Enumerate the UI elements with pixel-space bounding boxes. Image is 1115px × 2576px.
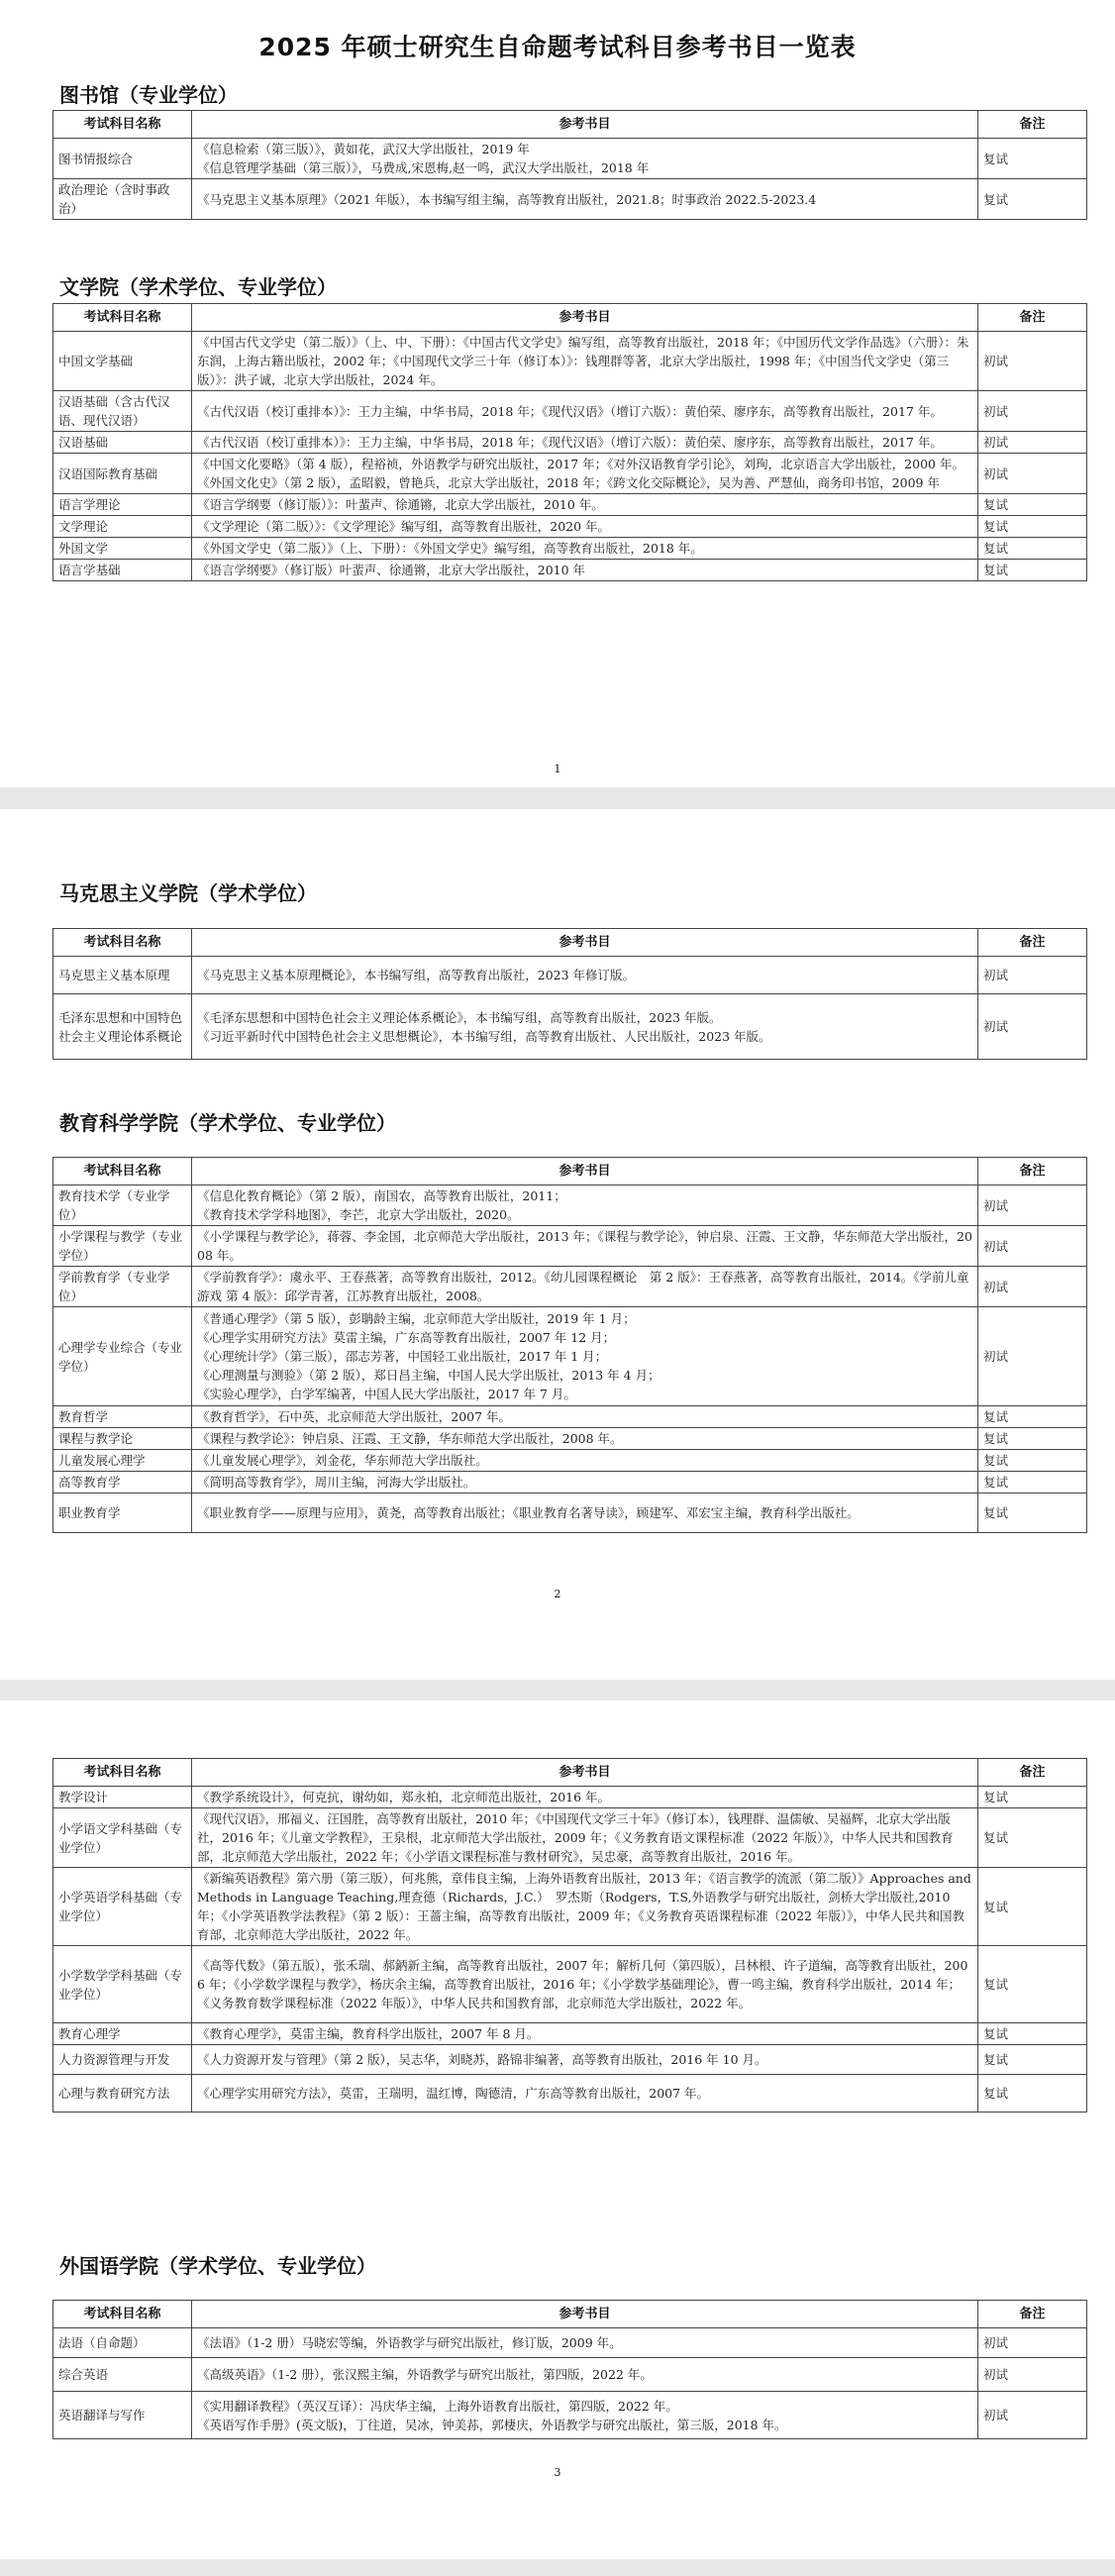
reference-book: 《中国古代文学史（第二版）》（上、中、下册）：《中国古代文学史》编写组，高等教育出版社，2018 年；《中国历代文学作品选》（六册）：朱东润，上海古籍出版社，2002 年；《中国现代文学三十年（修订本）》：钱理群等著，北京大学出版社，1998 年；《中国当代文学史（第三版）》：洪子诚，北京大学出版社，2024 年。: [197, 335, 969, 387]
remark-cell: 初试: [978, 957, 1087, 994]
course-name-cell: 政治理论（含时事政治）: [53, 179, 192, 220]
remark-cell: 初试: [978, 2392, 1087, 2439]
reference-book: 《心理学实用研究方法》，莫雷，王瑞明，温红博，陶德清，广东高等教育出版社，2007 年。: [197, 2086, 710, 2101]
table-row: [53, 332, 1087, 391]
library-table: [52, 110, 1087, 220]
course-name-cell: 文学理论: [53, 516, 192, 538]
reference-book: 《古代汉语（校订重排本）》：王力主编，中华书局，2018 年；《现代汉语》（增订六版）：黄伯荣、廖序东，高等教育出版社，2017 年。: [197, 435, 943, 450]
reference-book: 《简明高等教育学》，周川主编，河海大学出版社。: [197, 1475, 476, 1490]
header-course-name: 考试科目名称: [53, 304, 192, 332]
remark-cell: 初试: [978, 1185, 1087, 1226]
reference-books-cell: [192, 332, 978, 391]
reference-book: 《习近平新时代中国特色社会主义思想概论》，本书编写组，高等教育出版社、人民出版社，2023 年版。: [197, 1028, 771, 1044]
table-row: [53, 1494, 1087, 1533]
course-name-cell: 教育心理学: [53, 2023, 192, 2045]
reference-book: 《学前教育学》：虞永平、王春燕著，高等教育出版社，2012。《幼儿园课程概论 第 2 版》：王春燕著，高等教育出版社，2014。《学前儿童游戏 第 4 版》：邱学青著，江苏教育出版社，2008。: [197, 1270, 969, 1303]
remark-cell: 初试: [978, 994, 1087, 1060]
table-header-row: [53, 304, 1087, 332]
header-remark: 备注: [978, 2301, 1087, 2328]
reference-books-cell: [192, 139, 978, 179]
table-row: [53, 2358, 1087, 2392]
liberal-arts-table: [52, 303, 1087, 581]
remark-cell: 复试: [978, 1946, 1087, 2023]
reference-books-cell: [192, 1267, 978, 1307]
remark-cell: 复试: [978, 538, 1087, 560]
reference-book: 《心理学实用研究方法》莫雷主编，广东高等教育出版社，2007 年 12 月；: [197, 1330, 616, 1345]
course-name-cell: 小学数学学科基础（专业学位）: [53, 1946, 192, 2023]
table-header-row: [53, 111, 1087, 139]
table-row: [53, 1307, 1087, 1406]
header-reference-books: 参考书目: [192, 1158, 978, 1185]
table-row: [53, 2075, 1087, 2112]
course-name-cell: 小学英语学科基础（专业学位）: [53, 1868, 192, 1946]
reference-books-cell: [192, 2328, 978, 2358]
education-table-continued: [52, 1758, 1087, 2112]
course-name-cell: 毛泽东思想和中国特色社会主义理论体系概论: [53, 994, 192, 1060]
table-row: [53, 2392, 1087, 2439]
section-title-library: 图书馆（专业学位）: [59, 83, 238, 107]
table-header-row: [53, 929, 1087, 957]
header-remark: 备注: [978, 304, 1087, 332]
reference-book: 《实用翻译教程》（英汉互译）：冯庆华主编，上海外语教育出版社，第四版，2022 年。: [197, 2398, 678, 2414]
remark-cell: 复试: [978, 516, 1087, 538]
reference-book: 《心理测量与测验》（第 2 版），郑日昌主编，中国人民大学出版社，2013 年 4 月；: [197, 1368, 660, 1383]
table-row: [53, 1808, 1087, 1868]
course-name-cell: 儿童发展心理学: [53, 1450, 192, 1472]
course-name-cell: 课程与教学论: [53, 1428, 192, 1450]
reference-book: 《实验心理学》，白学军编著，中国人民大学出版社，2017 年 7 月。: [197, 1387, 576, 1401]
reference-book: 《马克思主义基本原理》（2021 年版），本书编写组主编，高等教育出版社，2021.8；时事政治 2022.5-2023.4: [197, 191, 817, 207]
document-page-1: [0, 0, 1115, 787]
course-name-cell: 中国文学基础: [53, 332, 192, 391]
page-number: 3: [554, 2466, 561, 2479]
course-name-cell: 汉语基础: [53, 432, 192, 454]
remark-cell: 复试: [978, 494, 1087, 516]
reference-book: 《英语写作手册》(英文版)，丁往道，吴冰，钟美荪，郭棲庆，外语教学与研究出版社，第三版，2018 年。: [197, 2417, 787, 2432]
reference-books-cell: [192, 1472, 978, 1494]
table-row: [53, 957, 1087, 994]
table-row: [53, 516, 1087, 538]
reference-book: 《毛泽东思想和中国特色社会主义理论体系概论》，本书编写组，高等教育出版社，2023 年版。: [197, 1009, 722, 1025]
table-row: [53, 538, 1087, 560]
reference-books-cell: [192, 1185, 978, 1226]
reference-books-cell: [192, 1406, 978, 1428]
course-name-cell: 心理学专业综合（专业学位）: [53, 1307, 192, 1406]
table-row: [53, 560, 1087, 581]
education-table: [52, 1157, 1087, 1533]
remark-cell: 初试: [978, 432, 1087, 454]
reference-book: 《儿童发展心理学》，刘金花，华东师范大学出版社。: [197, 1453, 488, 1468]
foreign-languages-table: [52, 2300, 1087, 2439]
course-name-cell: 法语（自命题）: [53, 2328, 192, 2358]
reference-books-cell: [192, 2075, 978, 2112]
table-row: [53, 1450, 1087, 1472]
header-reference-books: 参考书目: [192, 929, 978, 957]
reference-book: 《法语》（1-2 册）马晓宏等编，外语教学与研究出版社，修订版，2009 年。: [197, 2335, 622, 2350]
remark-cell: 复试: [978, 2045, 1087, 2075]
remark-cell: 初试: [978, 1267, 1087, 1307]
reference-books-cell: [192, 2045, 978, 2075]
course-name-cell: 学前教育学（专业学位）: [53, 1267, 192, 1307]
remark-cell: 复试: [978, 139, 1087, 179]
remark-cell: 初试: [978, 391, 1087, 432]
remark-cell: 复试: [978, 179, 1087, 220]
reference-books-cell: [192, 1787, 978, 1808]
remark-cell: 复试: [978, 2075, 1087, 2112]
reference-book: 《普通心理学》（第 5 版），彭聃龄主编，北京师范大学出版社，2019 年 1 月；: [197, 1311, 636, 1326]
course-name-cell: 汉语基础（含古代汉语、现代汉语）: [53, 391, 192, 432]
reference-book: 《语言学纲要（修订版）》：叶蜚声、徐通锵，北京大学出版社，2010 年。: [197, 497, 604, 512]
remark-cell: 初试: [978, 454, 1087, 494]
table-row: [53, 1946, 1087, 2023]
marxism-table: [52, 928, 1087, 1060]
remark-cell: 复试: [978, 1868, 1087, 1946]
table-row: [53, 139, 1087, 179]
course-name-cell: 教育技术学（专业学位）: [53, 1185, 192, 1226]
table-row: [53, 2045, 1087, 2075]
page-number: 1: [554, 763, 561, 775]
reference-book: 《文学理论（第二版）》：《文学理论》编写组，高等教育出版社，2020 年。: [197, 519, 611, 534]
remark-cell: 复试: [978, 1472, 1087, 1494]
reference-books-cell: [192, 179, 978, 220]
reference-books-cell: [192, 494, 978, 516]
reference-book: 《古代汉语（校订重排本）》：王力主编，中华书局，2018 年；《现代汉语》（增订六版）：黄伯荣、廖序东，高等教育出版社，2017 年。: [197, 403, 943, 419]
reference-book: 《教育心理学》，莫雷主编，教育科学出版社，2007 年 8 月。: [197, 2026, 540, 2041]
header-course-name: 考试科目名称: [53, 1158, 192, 1185]
table-row: [53, 454, 1087, 494]
remark-cell: 复试: [978, 1808, 1087, 1868]
reference-books-cell: [192, 1226, 978, 1267]
reference-books-cell: [192, 1494, 978, 1533]
header-course-name: 考试科目名称: [53, 111, 192, 139]
reference-books-cell: [192, 454, 978, 494]
reference-books-cell: [192, 1868, 978, 1946]
reference-books-cell: [192, 2358, 978, 2392]
table-row: [53, 2023, 1087, 2045]
reference-book: 《马克思主义基本原理概论》，本书编写组，高等教育出版社，2023 年修订版。: [197, 968, 636, 982]
section-title-marx: 马克思主义学院（学术学位）: [59, 881, 317, 905]
course-name-cell: 图书情报综合: [53, 139, 192, 179]
table-row: [53, 391, 1087, 432]
table-row: [53, 1868, 1087, 1946]
course-name-cell: 小学语文学科基础（专业学位）: [53, 1808, 192, 1868]
reference-books-cell: [192, 2023, 978, 2045]
reference-book: 《教育哲学》，石中英，北京师范大学出版社，2007 年。: [197, 1409, 512, 1424]
reference-book: 《外国文学史（第二版）》（上、下册）：《外国文学史》编写组，高等教育出版社，2018 年。: [197, 541, 703, 556]
reference-book: 《职业教育学——原理与应用》，黄尧，高等教育出版社；《职业教育名著导读》，顾建军、邓宏宝主编，教育科学出版社。: [197, 1505, 860, 1520]
reference-books-cell: [192, 432, 978, 454]
remark-cell: 初试: [978, 332, 1087, 391]
header-course-name: 考试科目名称: [53, 2301, 192, 2328]
remark-cell: 复试: [978, 2023, 1087, 2045]
reference-book: 《信息检索（第三版）》，黄如花，武汉大学出版社，2019 年: [197, 142, 530, 156]
course-name-cell: 职业教育学: [53, 1494, 192, 1533]
remark-cell: 初试: [978, 1307, 1087, 1406]
reference-books-cell: [192, 1428, 978, 1450]
course-name-cell: 英语翻译与写作: [53, 2392, 192, 2439]
reference-book: 《中国文化要略》（第 4 版），程裕祯，外语教学与研究出版社，2017 年；《对外汉语教育学引论》，刘珣，北京语言大学出版社，2000 年。《外国文化史》（第 2 版），孟昭毅，曾艳兵，北京大学出版社，2018 年；《跨文化交际概论》，吴为善、严慧仙，商务印书馆，2009 年: [197, 457, 964, 490]
reference-book: 《信息管理学基础（第三版）》，马费成,宋恩梅,赵一鸣，武汉大学出版社，2018 年: [197, 160, 650, 175]
header-remark: 备注: [978, 1158, 1087, 1185]
table-row: [53, 1428, 1087, 1450]
header-reference-books: 参考书目: [192, 1759, 978, 1787]
reference-book: 《语言学纲要》（修订版）叶蜚声、徐通锵，北京大学出版社，2010 年: [197, 563, 586, 577]
header-course-name: 考试科目名称: [53, 1759, 192, 1787]
course-name-cell: 小学课程与教学（专业学位）: [53, 1226, 192, 1267]
table-header-row: [53, 2301, 1087, 2328]
course-name-cell: 综合英语: [53, 2358, 192, 2392]
remark-cell: 复试: [978, 1406, 1087, 1428]
reference-book: 《现代汉语》，邢福义、汪国胜，高等教育出版社，2010 年；《中国现代文学三十年》（修订本），钱理群、温儒敏、吴福辉，北京大学出版社，2016 年；《儿童文学教程》，王泉根，北京师范大学出版社，2009 年；《义务教育语文课程标准（2022 年版）》，中华人民共和国教育部，北京师范大学出版社，2022 年；《小学语文课程标准与教材研究》，吴忠豪，高等教育出版社，2016 年。: [197, 1811, 954, 1864]
table-row: [53, 1226, 1087, 1267]
header-course-name: 考试科目名称: [53, 929, 192, 957]
header-remark: 备注: [978, 929, 1087, 957]
document-title: 2025 年硕士研究生自命题考试科目参考书目一览表: [258, 33, 857, 61]
reference-book: 《高等代数》（第五版），张禾瑞、郝鈵新主编，高等教育出版社，2007 年；解析几何（第四版），吕林根、许子道编，高等教育出版社，2006 年；《小学数学课程与教学》，杨庆余主编，高等教育出版社，2016 年；《小学数学基础理论》，曹一鸣主编，教育科学出版社，2014 年；《义务教育数学课程标准（2022 年版）》，中华人民共和国教育部，北京师范大学出版社，2022 年。: [197, 1958, 968, 2010]
header-reference-books: 参考书目: [192, 2301, 978, 2328]
section-title-edu: 教育科学学院（学术学位、专业学位）: [59, 1111, 396, 1135]
table-row: [53, 1267, 1087, 1307]
header-reference-books: 参考书目: [192, 304, 978, 332]
remark-cell: 初试: [978, 2358, 1087, 2392]
reference-book: 《人力资源开发与管理》（第 2 版），吴志华，刘晓苏，路锦非编著，高等教育出版社，2016 年 10 月。: [197, 2052, 767, 2067]
reference-books-cell: [192, 538, 978, 560]
table-row: [53, 1406, 1087, 1428]
reference-books-cell: [192, 516, 978, 538]
remark-cell: 复试: [978, 1428, 1087, 1450]
course-name-cell: 高等教育学: [53, 1472, 192, 1494]
page-number: 2: [554, 1588, 561, 1600]
remark-cell: 初试: [978, 2328, 1087, 2358]
remark-cell: 复试: [978, 560, 1087, 581]
remark-cell: 复试: [978, 1450, 1087, 1472]
course-name-cell: 语言学基础: [53, 560, 192, 581]
table-row: [53, 432, 1087, 454]
table-row: [53, 1787, 1087, 1808]
reference-book: 《高级英语》（1-2 册），张汉熙主编，外语教学与研究出版社，第四版，2022 年。: [197, 2367, 653, 2382]
table-row: [53, 994, 1087, 1060]
document-page-2: [0, 809, 1115, 1680]
course-name-cell: 语言学理论: [53, 494, 192, 516]
table-row: [53, 179, 1087, 220]
reference-books-cell: [192, 1307, 978, 1406]
course-name-cell: 马克思主义基本原理: [53, 957, 192, 994]
course-name-cell: 心理与教育研究方法: [53, 2075, 192, 2112]
table-row: [53, 2328, 1087, 2358]
course-name-cell: 人力资源管理与开发: [53, 2045, 192, 2075]
course-name-cell: 外国文学: [53, 538, 192, 560]
reference-books-cell: [192, 1450, 978, 1472]
table-row: [53, 494, 1087, 516]
reference-books-cell: [192, 957, 978, 994]
reference-books-cell: [192, 994, 978, 1060]
section-title-foreign: 外国语学院（学术学位、专业学位）: [59, 2254, 376, 2278]
remark-cell: 复试: [978, 1787, 1087, 1808]
course-name-cell: 教育哲学: [53, 1406, 192, 1428]
reference-book: 《教学系统设计》，何克抗，谢幼如，郑永柏，北京师范出版社，2016 年。: [197, 1790, 611, 1804]
reference-book: 《新编英语教程》第六册（第三版），何兆熊，章伟良主编，上海外语教育出版社，2013 年；《语言教学的流派（第二版）》Approaches and Methods in Language Teaching,理查德（Richards，J.C.） 罗杰斯（Rodgers，T.S,外语教学与研究出版社，剑桥大学出版社,2010 年；《小学英语教学法教程》（第 2 版）：王蔷主编，高等教育出版社，2009 年；《义务教育英语课程标准（2022 年版）》，中华人民共和国教育部，北京师范大学出版社，2022 年。: [197, 1871, 971, 1942]
course-name-cell: 汉语国际教育基础: [53, 454, 192, 494]
reference-book: 《信息化教育概论》（第 2 版），南国农，高等教育出版社，2011；: [197, 1188, 566, 1203]
section-title-liberal: 文学院（学术学位、专业学位）: [59, 275, 337, 299]
header-reference-books: 参考书目: [192, 111, 978, 139]
table-header-row: [53, 1759, 1087, 1787]
table-row: [53, 1472, 1087, 1494]
reference-book: 《教育技术学学科地图》，李芒，北京大学出版社，2020。: [197, 1207, 520, 1222]
document-page-3: [0, 1700, 1115, 2559]
reference-books-cell: [192, 560, 978, 581]
remark-cell: 初试: [978, 1226, 1087, 1267]
header-remark: 备注: [978, 1759, 1087, 1787]
remark-cell: 复试: [978, 1494, 1087, 1533]
reference-book: 《小学课程与教学论》，蒋蓉、李金国，北京师范大学出版社，2013 年；《课程与教学论》，钟启泉、汪霞、王文静，华东师范大学出版社，2008 年。: [197, 1229, 972, 1263]
reference-books-cell: [192, 1946, 978, 2023]
reference-books-cell: [192, 391, 978, 432]
course-name-cell: 教学设计: [53, 1787, 192, 1808]
reference-books-cell: [192, 2392, 978, 2439]
reference-book: 《心理统计学》（第三版），邵志芳著，中国轻工业出版社，2017 年 1 月；: [197, 1349, 608, 1364]
table-header-row: [53, 1158, 1087, 1185]
reference-book: 《课程与教学论》：钟启泉、汪霞、王文静，华东师范大学出版社，2008 年。: [197, 1431, 623, 1446]
reference-books-cell: [192, 1808, 978, 1868]
table-row: [53, 1185, 1087, 1226]
header-remark: 备注: [978, 111, 1087, 139]
